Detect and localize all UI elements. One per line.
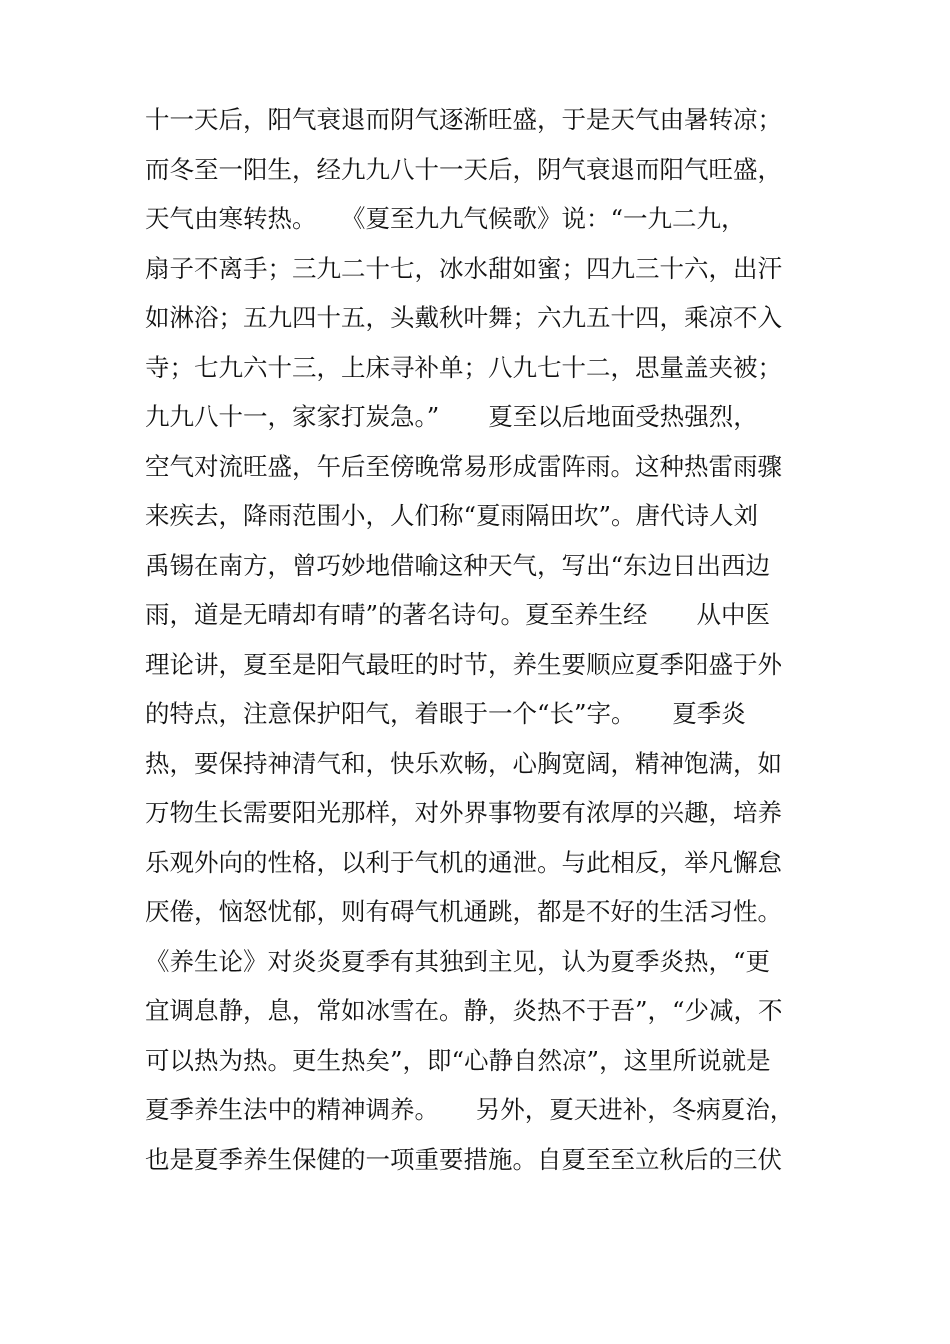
text-line: 天气由寒转热。 《夏至九九气候歌》说：“一九二九， [145, 204, 746, 233]
text-line: 也是夏季养生保健的一项重要措施。自夏至至立秋后的三伏 [145, 1144, 782, 1174]
text-line: 可以热为热。更生热矣”，即“心静自然凉”，这里所说就是 [145, 1045, 771, 1075]
text-line: 十一天后，阳气衰退而阴气逐渐旺盛，于是天气由暑转凉； [145, 105, 782, 134]
text-line: 雨，道是无晴却有晴”的著名诗句。夏至养生经 从中医 [145, 600, 771, 629]
text-line: 的特点，注意保护阳气，着眼于一个“长”字。 夏季炎 [145, 699, 746, 728]
text-line: 乐观外向的性格，以利于气机的通泄。与此相反，举凡懈怠 [145, 847, 782, 877]
body-text [145, 95, 810, 1184]
text-line: 而冬至一阳生，经九九八十一天后，阴气衰退而阳气旺盛， [145, 154, 782, 184]
text-line: 夏季养生法中的精神调养。 另外，夏天进补，冬病夏治， [145, 1095, 795, 1124]
text-line: 禹锡在南方，曾巧妙地借喻这种天气，写出“东边日出西边 [145, 550, 771, 580]
text-line: 宜调息静，息，常如冰雪在。静，炎热不于吾”，“少减，不 [145, 996, 783, 1025]
text-line: 热，要保持神清气和，快乐欢畅，心胸宽阔，精神饱满，如 [145, 748, 782, 778]
text-line: 寺；七九六十三，上床寻补单；八九七十二，思量盖夹被； [145, 352, 782, 382]
text-line: 万物生长需要阳光那样，对外界事物要有浓厚的兴趣，培养 [145, 798, 782, 827]
text-line: 如淋浴；五九四十五，头戴秋叶舞；六九五十四，乘凉不入 [145, 303, 782, 332]
text-line: 厌倦，恼怒忧郁，则有碍气机通跳，都是不好的生活习性。 [145, 897, 782, 926]
text-line: 扇子不离手；三九二十七，冰水甜如蜜；四九三十六，出汗 [145, 253, 782, 283]
text-line: 空气对流旺盛，午后至傍晚常易形成雷阵雨。这种热雷雨骤 [145, 451, 782, 481]
text-line: 来疾去，降雨范围小，人们称“夏雨隔田坎”。唐代诗人刘 [145, 501, 759, 530]
text-line: 理论讲，夏至是阳气最旺的时节，养生要顺应夏季阳盛于外 [145, 649, 782, 679]
text-line: 九九八十一，家家打炭急。” 夏至以后地面受热强烈， [145, 402, 758, 431]
text-line: 《养生论》对炎炎夏季有其独到主见，认为夏季炎热，“更 [145, 946, 771, 976]
